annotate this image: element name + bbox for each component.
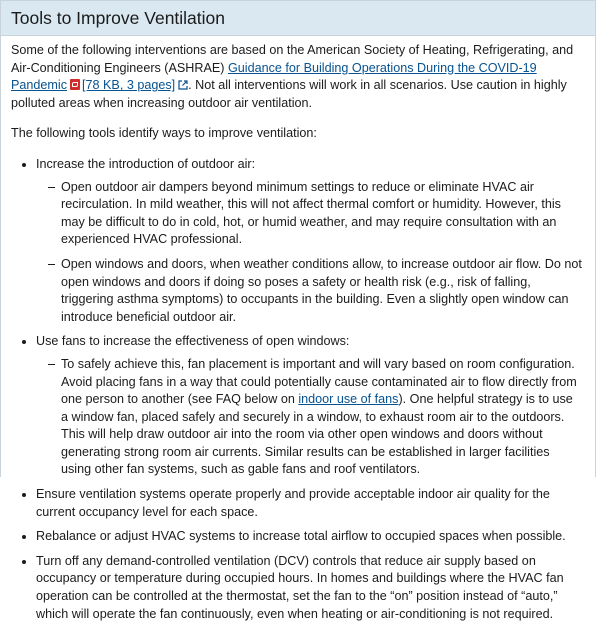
ashrae-guidance-link-label: Guidance for Building Operations During the COVID-19 Pandemic xyxy=(11,60,537,93)
intro-text-after: . Not all interventions will work in all scenarios. Use caution in highly polluted areas when increasing outdoor air ventilation. xyxy=(11,78,567,110)
intro-paragraph xyxy=(11,42,583,112)
intro-text-before: Some of the following interventions are based on the American Society of Heating, Refrigerating, and Air-Conditioning Engineers (ASHRAE) xyxy=(11,43,574,75)
list-item: Rebalance or adjust HVAC systems to increase total airflow to occupied spaces when possible. xyxy=(36,528,583,546)
sub-list xyxy=(36,356,583,479)
external-link-icon xyxy=(178,80,188,90)
tools-list xyxy=(11,156,583,623)
section-header xyxy=(1,1,595,36)
list-item xyxy=(36,333,583,479)
list-item: Turn off any demand-controlled ventilation (DCV) controls that reduce air supply based on occupancy or temperature during occupied hours. In homes and buildings where the HVAC fan operation can be controlled at the thermostat, set the fan to the “on” position instead of “auto,” which will operate the fan continuously, even when heating or air-conditioning is not required. xyxy=(36,553,583,623)
lead-in-text: The following tools identify ways to improve ventilation: xyxy=(11,126,317,141)
tool-text: Use fans to increase the effectiveness of open windows: xyxy=(36,334,350,349)
sub-list-item xyxy=(61,356,583,479)
sub-list xyxy=(36,179,583,327)
section-body xyxy=(1,36,595,623)
sub-list-item: Open windows and doors, when weather conditions allow, to increase outdoor air flow. Do not open windows and doors if doing so poses a safety or health risk (e.g., risk of falling, triggering asthma symptoms) to occupants in the building. Even a slightly open window can introduce beneficial outdoor air. xyxy=(61,256,583,326)
section-title: Tools to Improve Ventilation xyxy=(11,7,226,28)
file-info: [78 KB, 3 pages] xyxy=(82,78,176,93)
sub-list-item: Open outdoor air dampers beyond minimum settings to reduce or eliminate HVAC air recirculation. In mild weather, this will not affect thermal comfort or humidity. However, this may be difficult to do in cold, hot, or humid weather, and may require consultation with an experienced HVAC professional. xyxy=(61,179,583,249)
tool-text: Increase the introduction of outdoor air: xyxy=(36,156,256,171)
fan-text-after: ). One helpful strategy is to use a window fan, placed safely and securely in a window, to exhaust room air to the outdoors. This will help draw outdoor air into the room via other open windows and doors without generating strong room air currents. Similar results can be established in larger facilities using other fan systems, such as gable fans and roof ventilators. xyxy=(61,392,573,477)
indoor-fans-link[interactable]: indoor use of fans xyxy=(298,392,399,407)
pdf-icon xyxy=(70,79,80,90)
list-item: Ensure ventilation systems operate properly and provide acceptable indoor air quality for the current occupancy level for each space. xyxy=(36,486,583,521)
fan-text-before: To safely achieve this, fan placement is important and will vary based on room configuration. Avoid placing fans in a way that could potentially cause contaminated air to flow directly from one person to another (see FAQ below on xyxy=(61,356,577,407)
list-item xyxy=(36,156,583,326)
